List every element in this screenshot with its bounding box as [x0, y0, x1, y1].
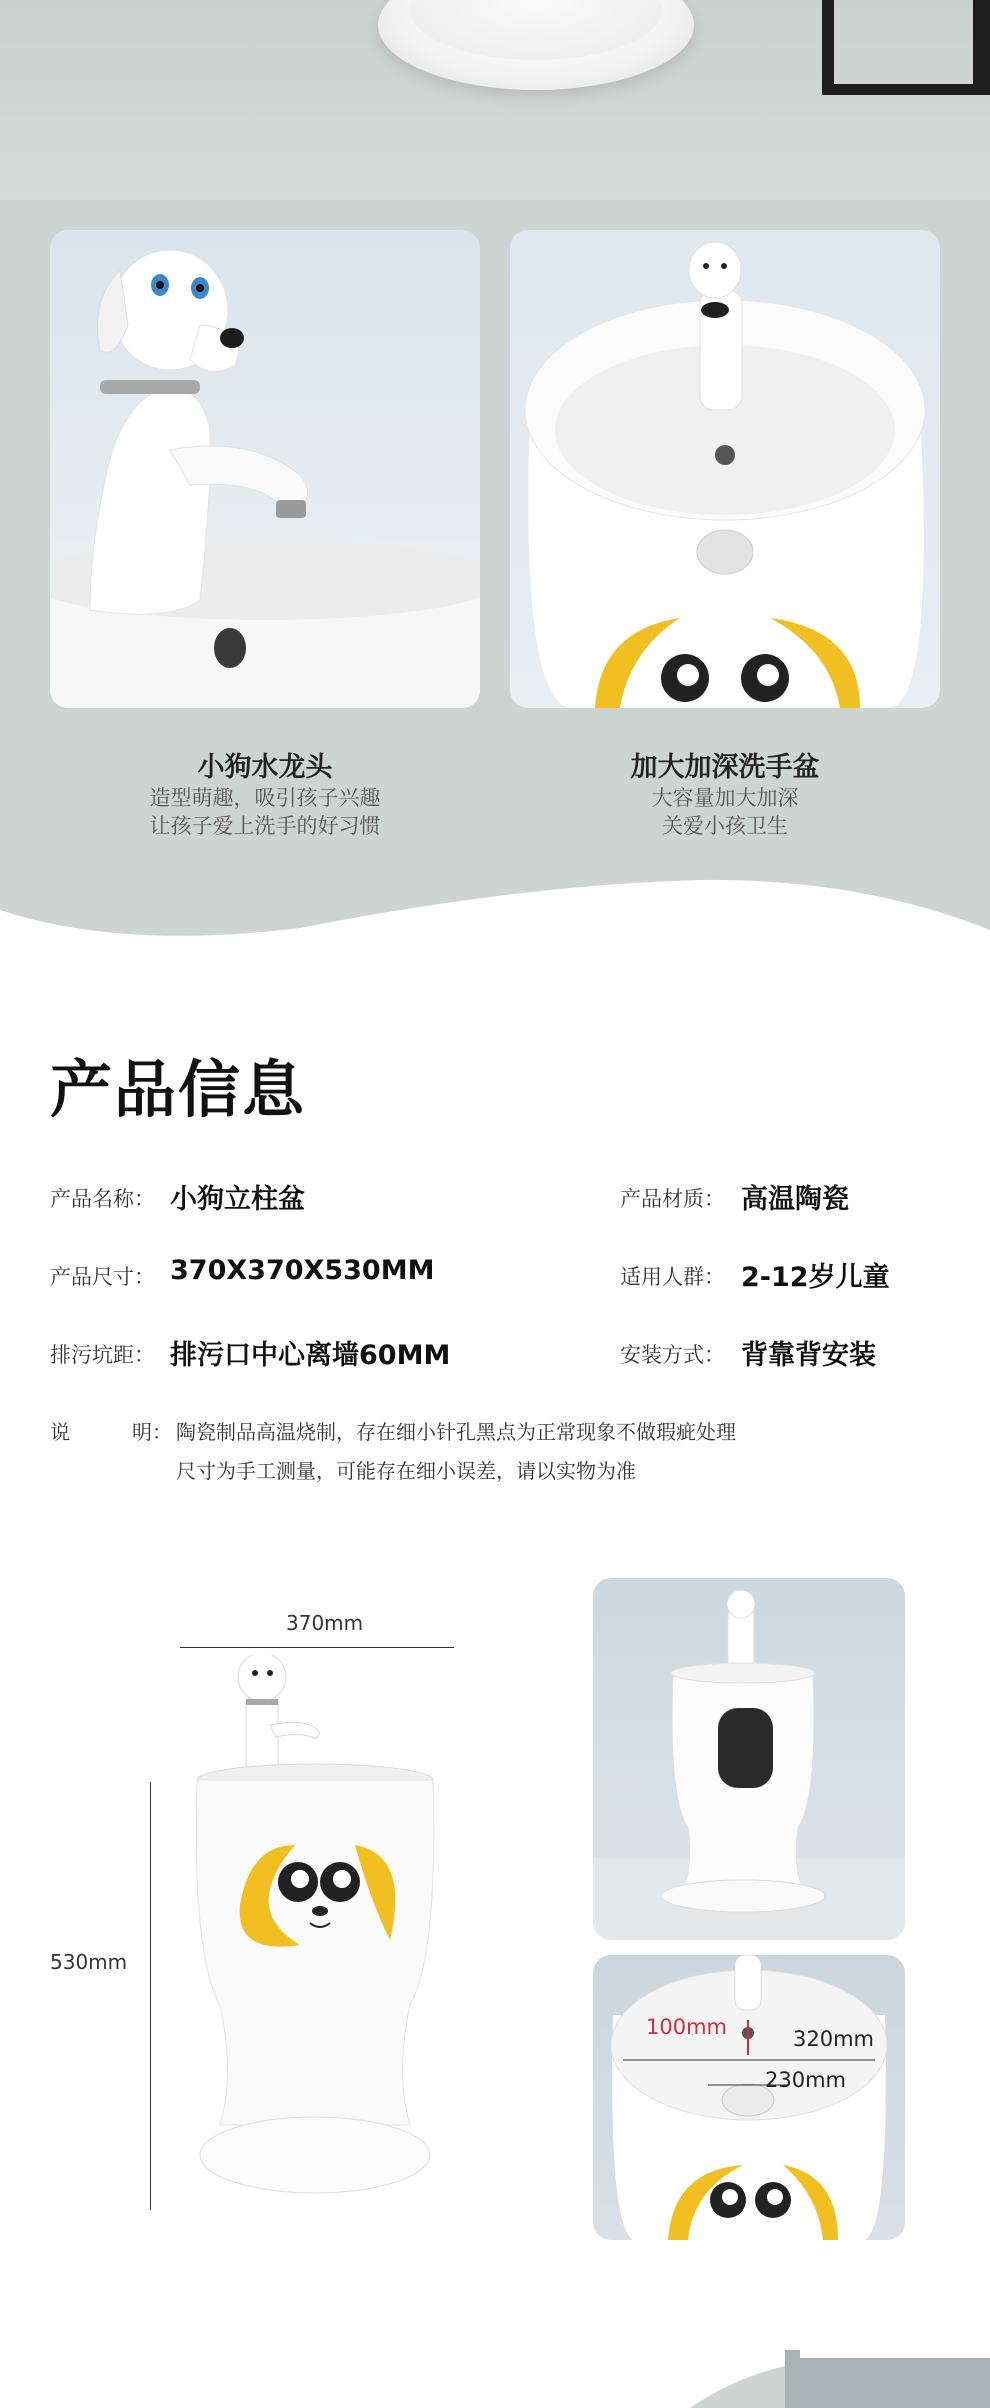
- feature-line-faucet-1: 造型萌趣，吸引孩子兴趣: [149, 786, 381, 810]
- height-dimension-line: [150, 1782, 151, 2210]
- deep-basin-illustration: [510, 230, 940, 708]
- cabinet-frame-right: [973, 0, 990, 95]
- feature-line-basin-1: 大容量加大加深: [651, 786, 799, 810]
- wave-divider: [0, 840, 990, 960]
- material-value: 高温陶瓷: [741, 1184, 849, 1215]
- cabinet-frame: [822, 0, 834, 95]
- feature-line-basin-2: 关爱小孩卫生: [662, 814, 788, 838]
- dog-faucet-illustration: [50, 230, 480, 708]
- note-label-2: 明：: [132, 1420, 172, 1444]
- drain-value: 排污口中心离墙60MM: [170, 1340, 451, 1371]
- note-line-1: 陶瓷制品高温烧制，存在细小针孔黑点为正常现象不做瑕疵处理: [176, 1420, 736, 1444]
- install-value: 背靠背安装: [741, 1340, 876, 1371]
- side-view-illustration: [593, 1578, 905, 1940]
- audience-value: 2-12岁儿童: [741, 1262, 890, 1293]
- top-view-illustration: [593, 1955, 905, 2240]
- basin-width-label: 320mm: [793, 2027, 874, 2051]
- note-label-1: 说: [50, 1420, 70, 1444]
- hero-band: [0, 0, 990, 960]
- bottom-decoration: [0, 2330, 990, 2408]
- feature-title-basin: 加大加深洗手盆: [630, 752, 820, 783]
- bottom-band: [0, 2330, 990, 2408]
- feature-line-faucet-2: 让孩子爱上洗手的好习惯: [149, 814, 381, 838]
- audience-label: 适用人群：: [620, 1265, 725, 1289]
- deep-basin-photo: [510, 230, 940, 708]
- side-view-photo: [593, 1578, 905, 1940]
- product-info-title: 产品信息: [50, 1053, 307, 1126]
- install-label: 安装方式：: [620, 1343, 725, 1367]
- material-label: 产品材质：: [620, 1187, 725, 1211]
- width-dimension-label: 370mm: [286, 1611, 364, 1635]
- width-dimension-line: [180, 1647, 454, 1648]
- drain-offset-label: 100mm: [646, 2015, 727, 2039]
- top-view-photo: [593, 1955, 905, 2240]
- size-label: 产品尺寸：: [50, 1265, 155, 1289]
- drain-label: 排污坑距：: [50, 1343, 155, 1367]
- dog-faucet-photo: [50, 230, 480, 708]
- bowl-width-label: 230mm: [765, 2068, 846, 2092]
- note-line-2: 尺寸为手工测量，可能存在细小误差，请以实物为准: [176, 1459, 636, 1483]
- cabinet-frame-bottom: [822, 84, 990, 95]
- name-label: 产品名称：: [50, 1187, 155, 1211]
- size-value: 370X370X530MM: [170, 1255, 435, 1286]
- feature-title-faucet: 小狗水龙头: [197, 752, 333, 783]
- height-dimension-label: 530mm: [50, 1950, 128, 1974]
- pedestal-basin-illustration: [180, 1655, 450, 2215]
- name-value: 小狗立柱盆: [170, 1184, 305, 1215]
